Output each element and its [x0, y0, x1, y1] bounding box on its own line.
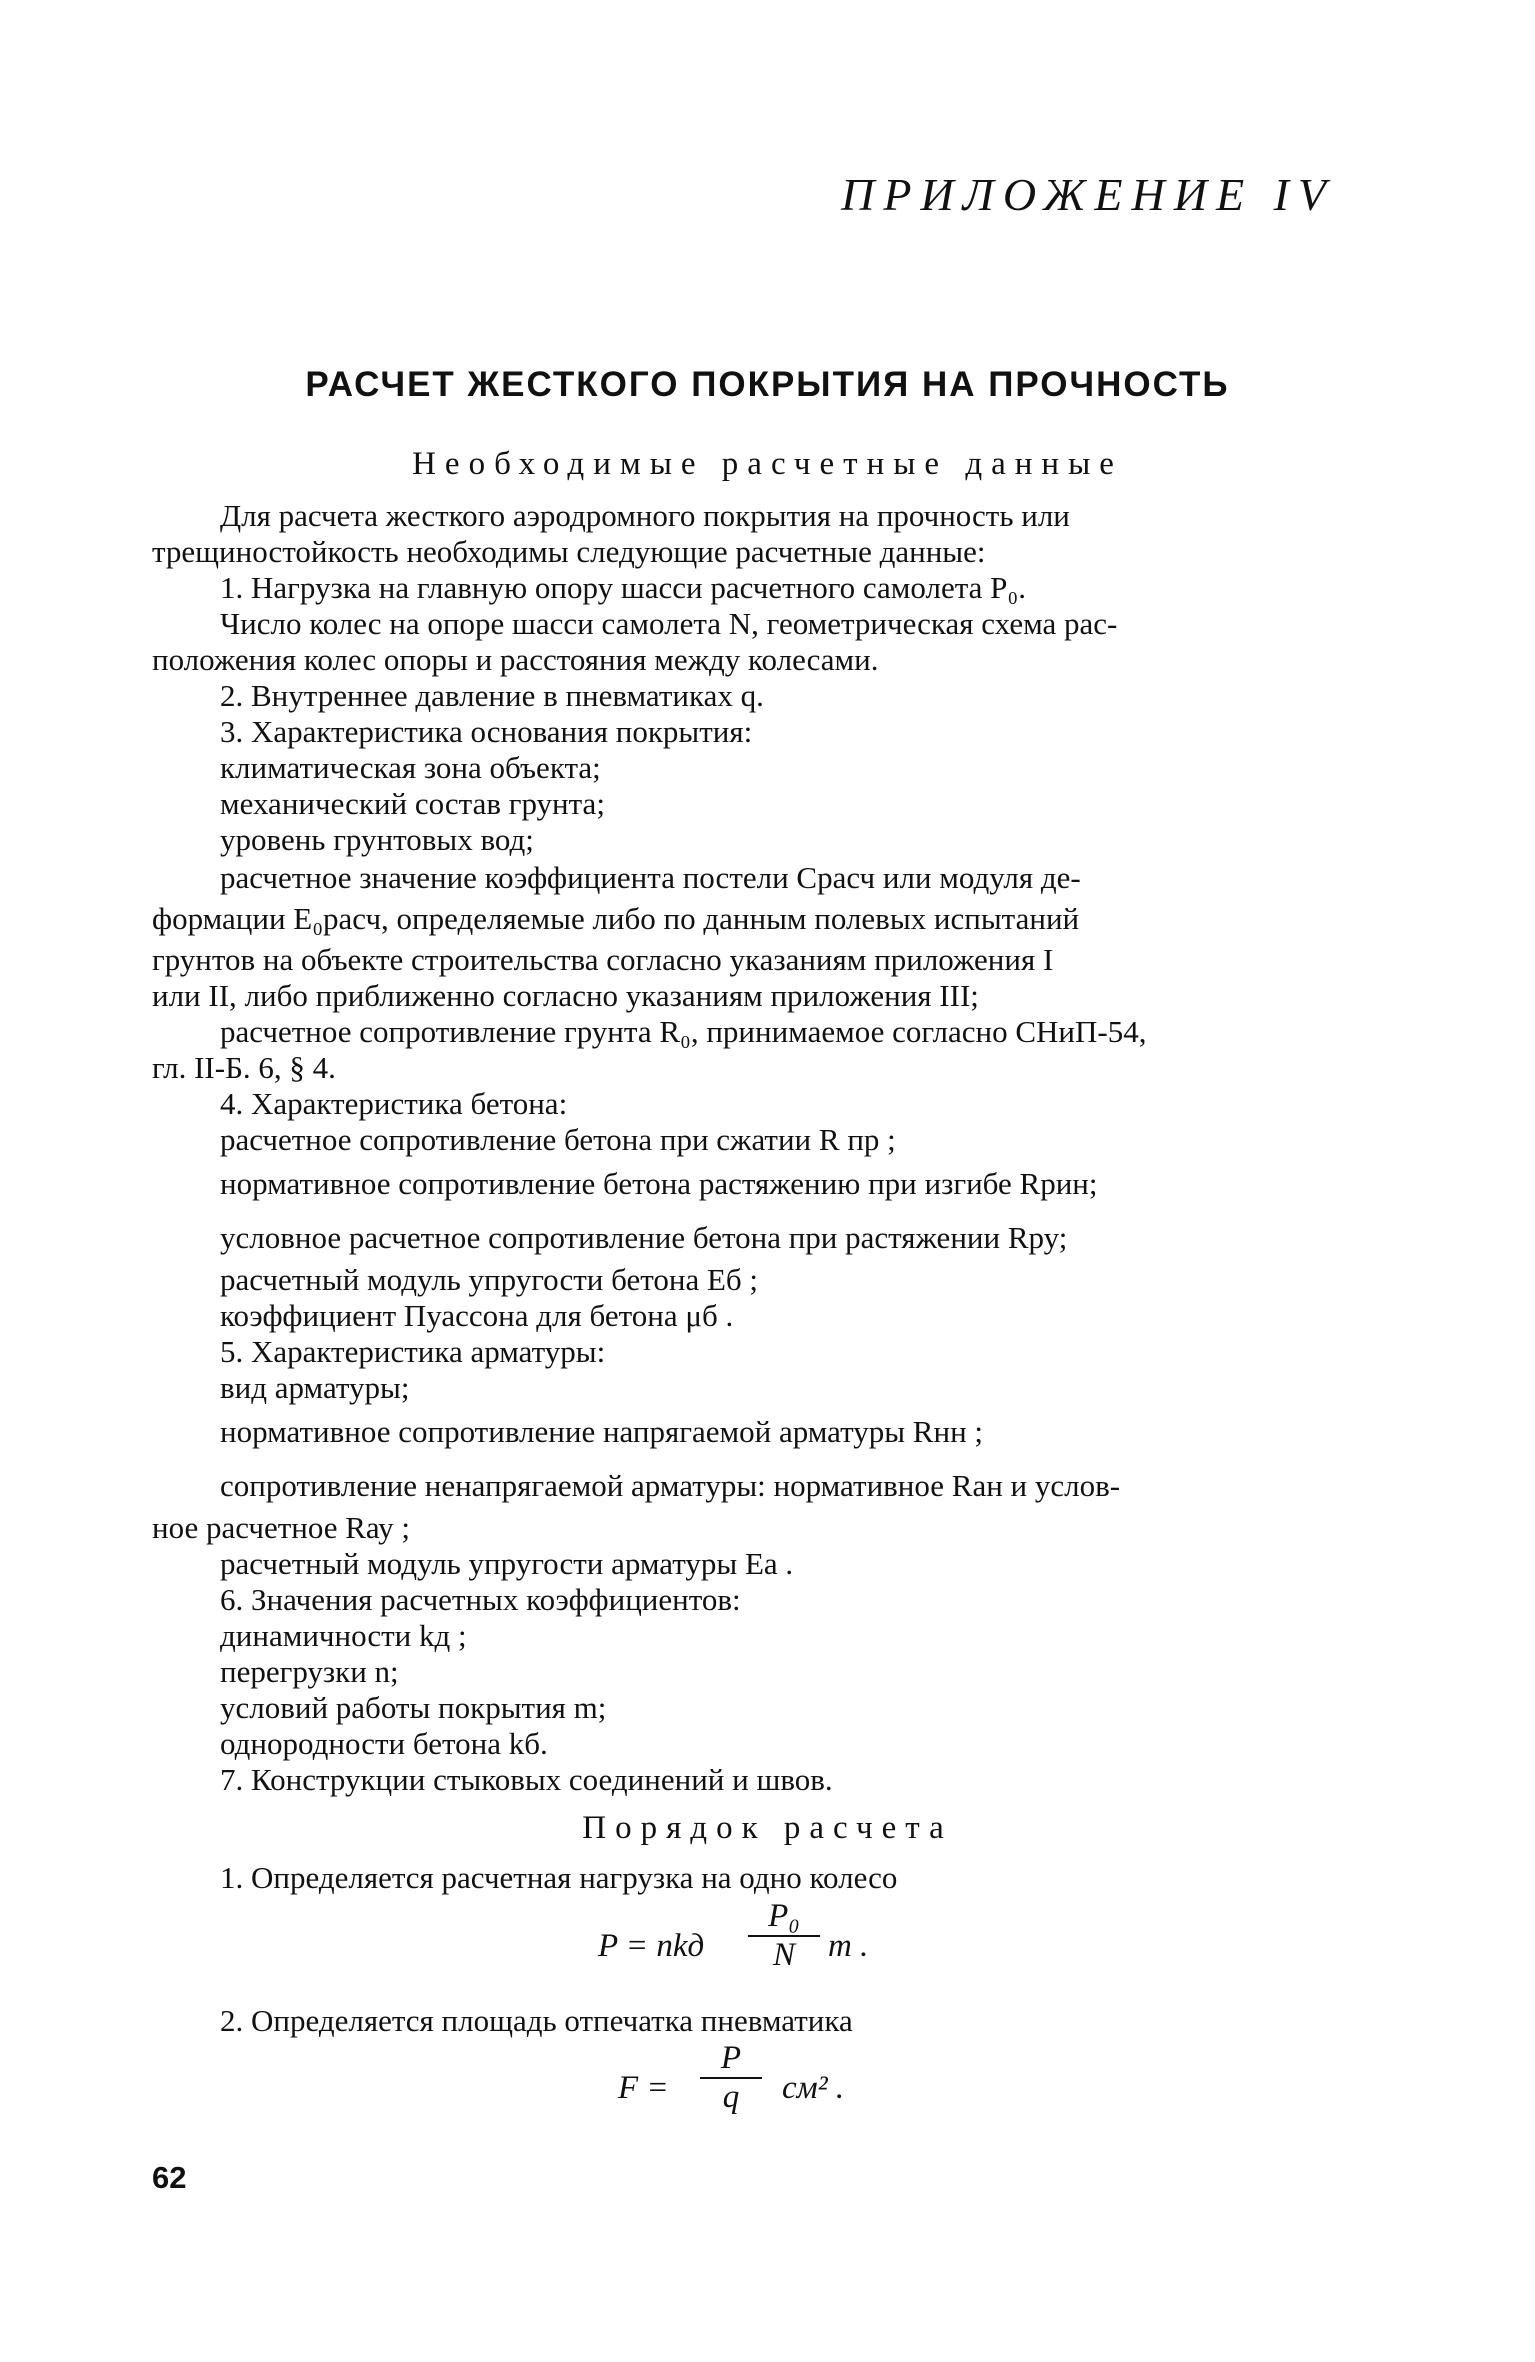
formula-right: m . — [828, 1928, 869, 1964]
section-heading-required-data: Необходимые расчетные данные — [412, 446, 1123, 482]
numerator: P₀ — [768, 1898, 800, 1934]
text-line: однородности бетона kб. — [220, 1726, 548, 1761]
text-line: расчетный модуль упругости арматуры Eа . — [220, 1546, 794, 1581]
page-number: 62 — [152, 2160, 187, 2195]
text-line: условий работы покрытия m; — [220, 1690, 607, 1725]
denominator: q — [722, 2079, 740, 2115]
text-line: уровень грунтовых вод; — [220, 822, 534, 857]
text-line: формации E₀расч, определяемые либо по данным полевых испытаний — [152, 901, 1080, 936]
text-line: гл. II-Б. 6, § 4. — [152, 1050, 336, 1085]
text-line: динамичности kд ; — [220, 1618, 467, 1653]
text-line: 7. Конструкции стыковых соединений и швов. — [220, 1762, 833, 1797]
text-line: нормативное сопротивление бетона растяжению при изгибе Rрин; — [220, 1166, 1098, 1201]
text-line: механический состав грунта; — [220, 786, 605, 821]
text-line: 4. Характеристика бетона: — [220, 1086, 568, 1121]
fraction — [700, 2040, 762, 2116]
text-line: нормативное сопротивление напрягаемой арматуры Rнн ; — [220, 1414, 984, 1449]
appendix-heading: ПРИЛОЖЕНИЕ IV — [841, 169, 1335, 220]
text-line: 6. Значения расчетных коэффициентов: — [220, 1582, 741, 1617]
text-line: 5. Характеристика арматуры: — [220, 1334, 606, 1369]
text-line: грунтов на объекте строительства согласно указаниям приложения I — [152, 942, 1054, 977]
text-line: 2. Определяется площадь отпечатка пневматика — [220, 2003, 853, 2038]
page-title: РАСЧЕТ ЖЕСТКОГО ПОКРЫТИЯ НА ПРОЧНОСТЬ — [305, 365, 1230, 404]
denominator: N — [772, 1937, 795, 1973]
fraction — [748, 1898, 820, 1974]
text-line: сопротивление ненапрягаемой арматуры: нормативное Rан и услов- — [220, 1468, 1121, 1503]
numerator: P — [720, 2040, 742, 2076]
formula-left: F = — [618, 2070, 669, 2106]
text-line: расчетный модуль упругости бетона Eб ; — [220, 1262, 759, 1297]
text-line: Число колес на опоре шасси самолета N, геометрическая схема рас- — [220, 606, 1118, 641]
text-line: 1. Нагрузка на главную опору шасси расчетного самолета P₀. — [220, 570, 1026, 605]
text-line: расчетное значение коэффициента постели Cрасч или модуля де- — [220, 860, 1081, 895]
text-line: 1. Определяется расчетная нагрузка на одно колесо — [220, 1860, 898, 1895]
text-line: Для расчета жесткого аэродромного покрытия на прочность или — [220, 498, 1070, 533]
text-line: или II, либо приближенно согласно указаниям приложения III; — [152, 978, 979, 1013]
text-line: расчетное сопротивление грунта R₀, принимаемое согласно СНиП-54, — [220, 1014, 1147, 1049]
text-line: 2. Внутреннее давление в пневматиках q. — [220, 678, 764, 713]
text-line: 3. Характеристика основания покрытия: — [220, 714, 753, 749]
formula-left: P = nkд — [598, 1928, 705, 1964]
text-line: расчетное сопротивление бетона при сжатии R пр ; — [220, 1122, 896, 1157]
text-line: ное расчетное Rау ; — [152, 1510, 410, 1545]
text-line: вид арматуры; — [220, 1370, 410, 1405]
text-line: положения колес опоры и расстояния между колесами. — [152, 642, 879, 677]
text-line: коэффициент Пуассона для бетона μб . — [220, 1298, 734, 1333]
text-line: условное расчетное сопротивление бетона при растяжении Rру; — [220, 1220, 1068, 1255]
text-line: трещиностойкость необходимы следующие расчетные данные: — [152, 534, 986, 569]
text-line: перегрузки n; — [220, 1654, 399, 1689]
text-line: климатическая зона объекта; — [220, 750, 601, 785]
formula-right: см² . — [782, 2070, 845, 2106]
section-heading-calculation-order: Порядок расчета — [582, 1810, 953, 1846]
